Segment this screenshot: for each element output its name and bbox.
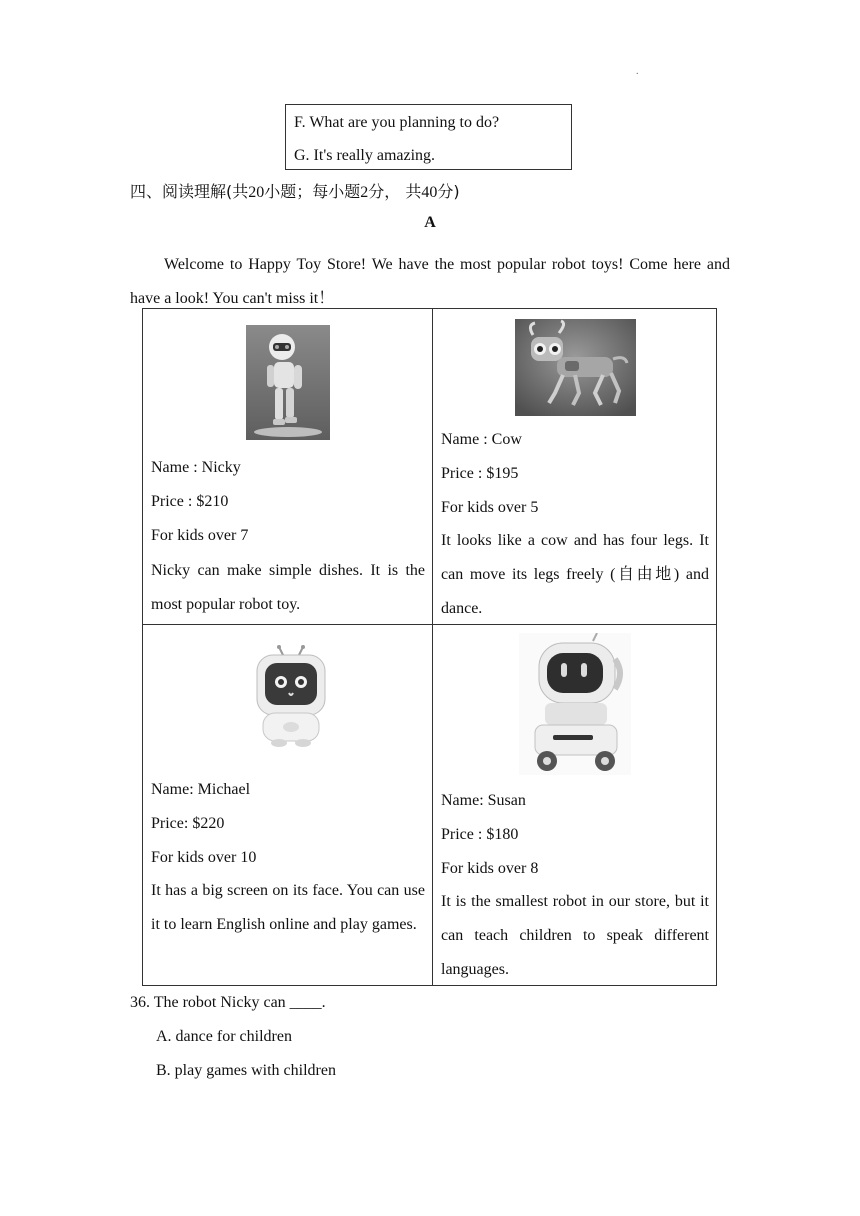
section-title: 四、阅读理解(共20小题；每小题2分， 共40分) (130, 182, 460, 201)
susan-robot-image (519, 633, 631, 775)
question-36-choice-a: A. dance for children (156, 1028, 292, 1045)
robot-cell-nicky (151, 309, 425, 624)
michael-price: Price: $220 (151, 815, 225, 832)
nicky-robot-image (246, 325, 330, 440)
susan-description: It is the smallest robot in our store, but it can teach children to speak different languages. (441, 893, 709, 978)
intro-paragraph: Welcome to Happy Toy Store! We have the most popular robot toys! Come here and have a look! You can't miss it！ (130, 256, 730, 307)
option-g: G. It's really amazing. (294, 147, 436, 164)
nicky-age: For kids over 7 (151, 527, 249, 544)
nicky-description: Nicky can make simple dishes. It is the most popular robot toy. (151, 562, 425, 613)
cow-age: For kids over 5 (441, 499, 539, 516)
table-divider-vertical (432, 309, 433, 985)
question-36-stem: 36. The robot Nicky can ____. (130, 994, 326, 1011)
susan-name: Name: Susan (441, 792, 526, 809)
part-letter: A (424, 214, 436, 231)
option-f: F. What are you planning to do? (294, 114, 500, 131)
michael-name: Name: Michael (151, 781, 251, 798)
robot-table (142, 308, 717, 986)
question-36-choice-b: B. play games with children (156, 1062, 336, 1079)
cow-price: Price : $195 (441, 465, 519, 482)
cow-name: Name : Cow (441, 431, 522, 448)
susan-price: Price : $180 (441, 826, 519, 843)
robot-cell-cow (441, 309, 709, 624)
options-box (285, 104, 572, 170)
susan-age: For kids over 8 (441, 860, 539, 877)
michael-robot-image (249, 645, 333, 749)
michael-age: For kids over 10 (151, 849, 257, 866)
michael-description: It has a big screen on its face. You can use it to learn English online and play games. (151, 882, 425, 933)
robot-cell-susan (441, 625, 709, 987)
page-mark: . (636, 66, 639, 77)
cow-description: It looks like a cow and has four legs. It can move its legs freely (自由地) and dance. (441, 532, 709, 617)
nicky-name: Name : Nicky (151, 459, 241, 476)
cow-robot-image (515, 319, 636, 416)
nicky-price: Price : $210 (151, 493, 229, 510)
robot-cell-michael (151, 625, 425, 987)
